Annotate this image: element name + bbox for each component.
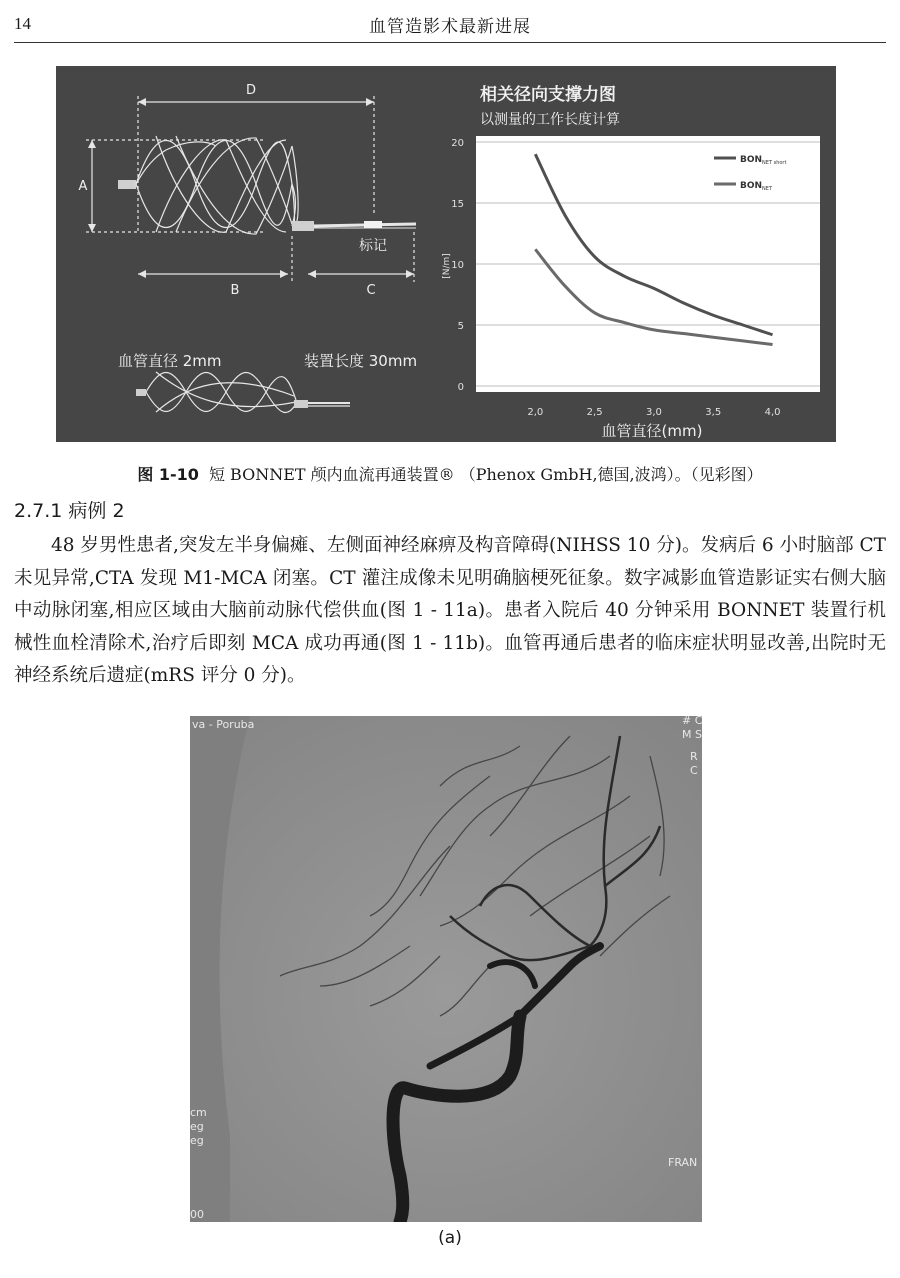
section-title: 病例 2 [68,500,125,522]
legend-label-0: $BON_{NET short}$ [740,155,787,166]
chart-y-label: [N/m] [442,253,452,279]
overlay-top-left: va - Poruba [192,718,255,731]
overlay-right-1: R [690,750,698,763]
label-vessel-diameter: 血管直径 2mm [118,352,222,370]
running-title: 血管造影术最新进展 [369,17,531,37]
y-tick-label: 20 [451,138,464,149]
label-d: D [245,83,257,98]
y-tick-label: 15 [451,199,464,210]
x-tick-label: 4,0 [764,407,781,418]
angiogram-canvas [190,716,702,1222]
radial-force-chart [442,84,820,440]
figure-1-10-canvas [56,66,836,442]
overlay-left-2: eg [190,1120,204,1133]
stent-distal-marker [292,221,314,231]
x-tick-label: 2,5 [586,407,603,418]
page-number: 14 [14,14,31,33]
chart-x-label: 血管直径(mm) [601,422,703,440]
figure-sublabel: (a) [438,1228,462,1248]
chart-y-ticks [451,138,464,393]
figure-1-10 [56,66,836,442]
y-tick-label: 10 [451,260,464,271]
caption-text: 短 BONNET 颅内血流再通装置® （Phenox GmbH,德国,波鸿）。（见彩图） [208,465,763,484]
x-tick-label: 2,0 [527,407,544,418]
label-b: B [230,283,240,298]
overlay-left-3: eg [190,1134,204,1147]
angiogram-image [190,716,702,1222]
overlay-bottom-right: FRAN [668,1156,698,1169]
marker-band [364,221,382,228]
overlay-left-1: cm [190,1106,207,1119]
overlay-top-right-2: M S [682,728,702,741]
figure-caption [0,462,900,485]
label-device-length: 装置长度 30mm [304,352,418,370]
y-tick-label: 5 [457,321,464,332]
x-tick-label: 3,0 [645,407,662,418]
caption-label: 图 1-10 [137,465,199,484]
label-marker: 标记 [359,238,387,254]
stent-proximal-marker [118,180,136,189]
overlay-bottom-left: 00 [190,1208,204,1221]
x-tick-label: 3,5 [705,407,722,418]
header-rule [14,42,886,43]
section-number: 2.7.1 [14,500,63,522]
small-stent-marker [136,389,146,396]
overlay-right-2: C [690,764,698,777]
label-c: C [366,283,376,298]
overlay-top-right-1: # C [682,716,702,727]
section-heading [14,496,125,523]
y-tick-label: 0 [457,382,464,393]
body-paragraph: 48 岁男性患者,突发左半身偏瘫、左侧面神经麻痹及构音障碍(NIHSS 10 分)。发病后 6 小时脑部 CT 未见异常,CTA 发现 M1-MCA 闭塞。CT 灌注成像未见明确脑梗死征象。数字减影血管造影证实右侧大脑中动脉闭塞,相应区域由大脑前动脉代偿供血(图 1 - 11a)。患者入院后 40 分钟采用 BONNET 装置行机械性血栓清除术,治疗后即刻 MCA 成功再通(图 1 - 11b)。血管再通后患者的临床症状明显改善,出院时无神经系统后遗症(mRS 评分 0 分)。 [14,535,886,686]
chart-title: 相关径向支撑力图 [480,85,616,105]
dimension-d-arrow-left [138,98,146,106]
dimension-d-arrow-right [366,98,374,106]
chart-x-ticks [527,407,780,418]
label-a: A [78,179,88,194]
chart-subtitle: 以测量的工作长度计算 [480,112,620,128]
legend-label-1: $BON_{NET}$ [740,181,773,192]
